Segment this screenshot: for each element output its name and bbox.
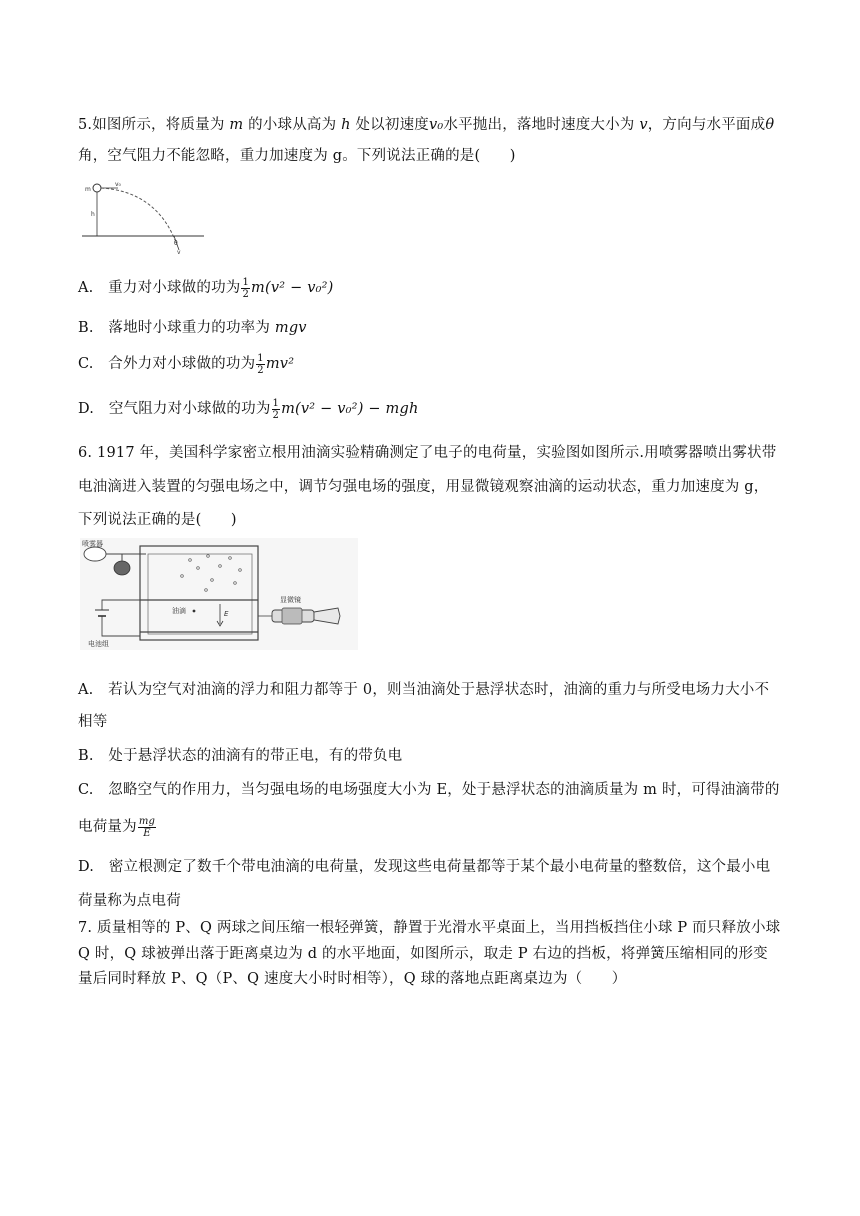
label-battery: 电池组 [88, 640, 109, 648]
q6-option-c-line1: C. 忽略空气的作用力，当匀强电场的电场强度大小为 E，处于悬浮状态的油滴质量为 m 时，可得油滴带的 [78, 782, 780, 798]
fraction-mg-over-e: $\frac{mg}{E}$ [138, 815, 156, 839]
q6-stem-line2: 电油滴进入装置的匀强电场之中，调节匀强电场的强度，用显微镜观察油滴的运动状态，重力加速度为 g， [78, 479, 769, 495]
fraction-half: $\frac{1}{2}$ [257, 352, 264, 376]
q6-option-a-line1: A. 若认为空气对油滴的浮力和阻力都等于 0，则当油滴处于悬浮状态时，油滴的重力与所受电场力大小不 [78, 682, 770, 698]
label-v: v [177, 249, 181, 256]
q6-option-d-line1: D. 密立根测定了数千个带电油滴的电荷量，发现这些电荷量都等于某个最小电荷量的整数倍，这个最小电 [78, 859, 771, 875]
q6-option-a-line2: 相等 [78, 714, 108, 730]
label-microscope: 显微镜 [280, 596, 301, 604]
suspended-oil-drop [193, 610, 196, 613]
q6-option-c-line2: 电荷量为 $\frac{mg}{E}$ [78, 815, 156, 839]
fraction-half: $\frac{1}{2}$ [242, 276, 250, 300]
q5-projectile-figure [82, 178, 207, 258]
q7-stem-line1: 7. 质量相等的 P、Q 两球之间压缩一根轻弹簧，静置于光滑水平桌面上，当用挡板挡住小球 P 而只释放小球 [78, 920, 781, 936]
label-theta: θ [174, 240, 178, 247]
q5-option-c: C. 合外力对小球做的功为 $\frac{1}{2}$ mv² [78, 352, 295, 376]
q7-stem-line2: Q 时，Q 球被弹出落于距离桌边为 d 的水平地面，如图所示，取走 P 右边的挡板，将弹簧压缩相同的形变 [78, 946, 768, 962]
q6-millikan-figure [80, 538, 358, 650]
q6-option-d-line2: 荷量称为点电荷 [78, 893, 181, 909]
label-m: m [85, 186, 91, 193]
q6-stem-line1: 6. 1917 年，美国科学家密立根用油滴实验精确测定了电子的电荷量，实验图如图所示.用喷雾器喷出雾状带 [78, 445, 777, 461]
q5-option-b: B. 落地时小球重力的功率为 mgv [78, 320, 307, 336]
q5-stem-line2: 角，空气阻力不能忽略，重力加速度为 g。下列说法正确的是( ) [78, 148, 516, 164]
q7-stem-line3: 量后同时释放 P、Q（P、Q 速度大小时时相等），Q 球的落地点距离桌边为（ ） [78, 971, 627, 987]
label-h: h [91, 211, 95, 218]
q5-option-d: D. 空气阻力对小球做的功为 $\frac{1}{2}$ m(v² − v₀²) − mgh [78, 397, 419, 421]
fraction-half: $\frac{1}{2}$ [272, 397, 280, 421]
q6-option-b: B. 处于悬浮状态的油滴有的带正电，有的带负电 [78, 748, 403, 764]
q6-stem-line3: 下列说法正确的是( ) [78, 512, 237, 528]
q5-option-a: A. 重力对小球做的功为 $\frac{1}{2}$ m(v² − v₀²) [78, 276, 334, 300]
trajectory [101, 188, 175, 240]
ball [93, 184, 101, 192]
label-sprayer: 喷雾器 [82, 540, 103, 548]
label-v0: v₀ [115, 181, 121, 188]
q5-stem-line1: 5.如图所示，将质量为 m 的小球从高为 h 处以初速度v₀水平抛出，落地时速度大小为 v，方向与水平面成θ [78, 117, 775, 133]
label-field: E [224, 610, 229, 618]
sprayer-body [114, 561, 130, 575]
sprayer-bulb [84, 547, 106, 561]
label-oil-drop: 油滴 [172, 607, 186, 615]
